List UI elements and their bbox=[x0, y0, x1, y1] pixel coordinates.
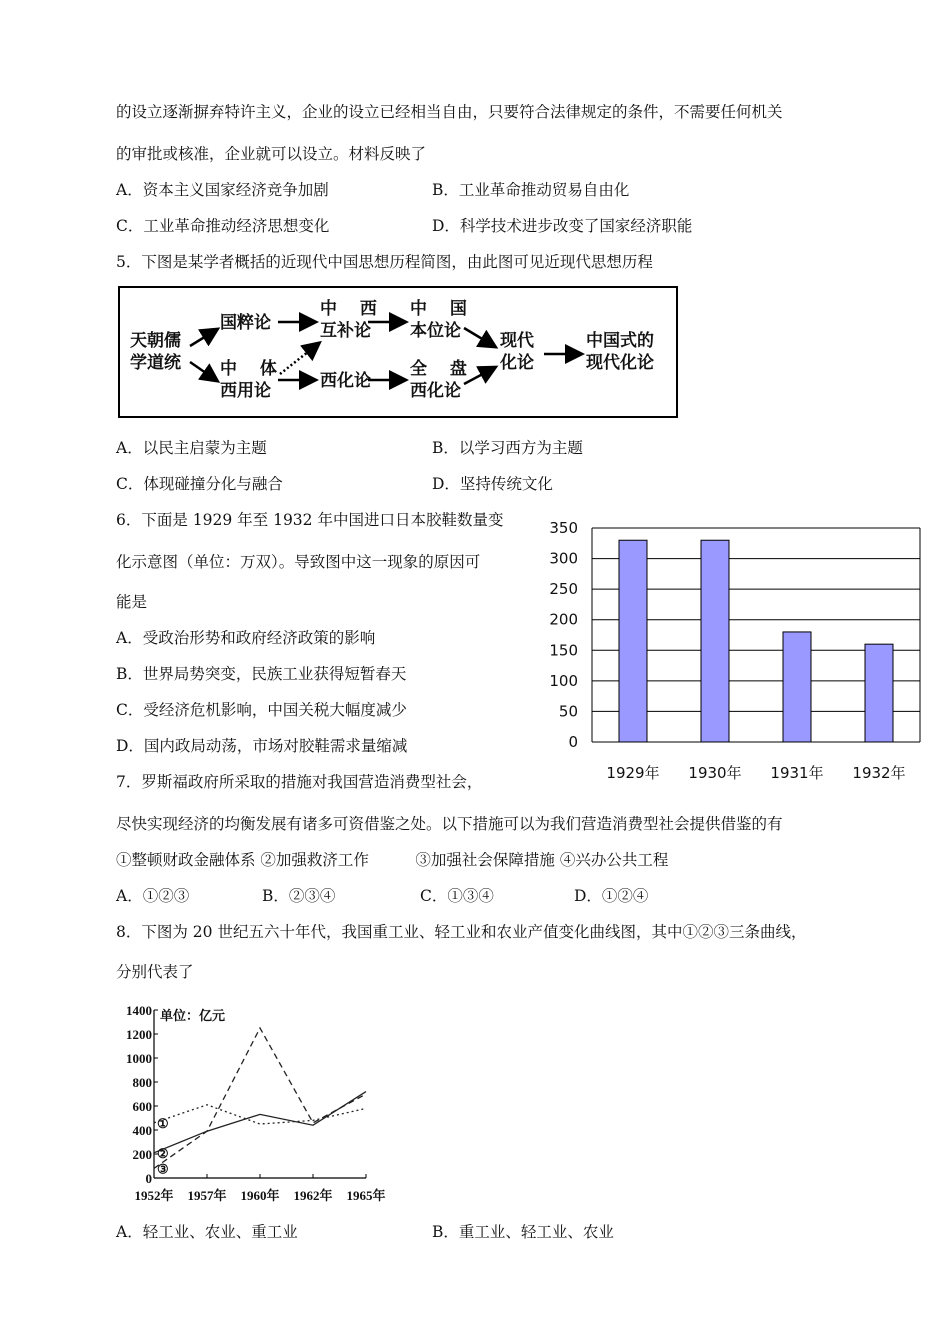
x-tick-label: 1930年 bbox=[688, 764, 742, 782]
y-tick-label: 1000 bbox=[126, 1051, 152, 1066]
q6-stem-1: 6．下面是 1929 年至 1932 年中国进口日本胶鞋数量变 bbox=[116, 511, 504, 529]
node-zhongti-2: 西用论 bbox=[220, 381, 271, 401]
q8-option-a: A．轻工业、农业、重工业 bbox=[116, 1223, 298, 1241]
node-zhongguoshi-2: 现代化论 bbox=[586, 353, 654, 373]
y-tick-label: 200 bbox=[549, 610, 578, 629]
x-tick-label: 1932年 bbox=[852, 764, 906, 782]
q6-option-d: D．国内政局动荡，市场对胶鞋需求量缩减 bbox=[116, 737, 408, 755]
q5-option-b: B．以学习西方为主题 bbox=[432, 439, 583, 457]
q7-option-c: C．①③④ bbox=[420, 887, 494, 905]
q7-items: ①整顿财政金融体系 ②加强救济工作 ③加强社会保障措施 ④兴办公共工程 bbox=[116, 851, 669, 869]
q6-option-b: B．世界局势突变，民族工业获得短暂春天 bbox=[116, 665, 407, 683]
x-tick-label: 1965年 bbox=[346, 1188, 386, 1203]
node-guocui: 国粹论 bbox=[220, 313, 271, 333]
node-xihua: 西化论 bbox=[320, 371, 371, 391]
y-tick-label: 1400 bbox=[126, 1003, 152, 1018]
rubber-shoe-import-bar-chart bbox=[540, 516, 930, 792]
q6-stem-3: 能是 bbox=[116, 593, 148, 611]
q6-option-c: C．受经济危机影响，中国关税大幅度减少 bbox=[116, 701, 407, 719]
bar bbox=[783, 632, 811, 742]
x-tick-label: 1957年 bbox=[187, 1188, 227, 1203]
y-tick-label: 100 bbox=[549, 671, 578, 690]
arrow-benwei-xiandai bbox=[464, 328, 494, 346]
series-line-solid bbox=[154, 1092, 366, 1153]
q7-option-b: B．②③④ bbox=[262, 887, 336, 905]
q7-stem-2: 尽快实现经济的均衡发展有诸多可资借鉴之处。以下措施可以为我们营造消费型社会提供借鉴的有 bbox=[116, 815, 783, 833]
bar bbox=[619, 540, 647, 742]
node-zhongti-1: 中 体 bbox=[220, 359, 277, 379]
q8-option-b: B．重工业、轻工业、农业 bbox=[432, 1223, 614, 1241]
q4-option-d: D．科学技术进步改变了国家经济职能 bbox=[432, 217, 693, 235]
x-tick-label: 1929年 bbox=[606, 764, 660, 782]
node-quanpan-1: 全 盘 bbox=[410, 359, 467, 379]
q6-stem-2: 化示意图（单位：万双）。导致图中这一现象的原因可 bbox=[116, 553, 481, 571]
node-benwei-1: 中 国 bbox=[410, 299, 467, 319]
unit-label: 单位：亿元 bbox=[160, 1008, 226, 1023]
y-tick-label: 250 bbox=[549, 580, 578, 599]
node-zhongxi-1: 中 西 bbox=[320, 299, 377, 319]
y-tick-label: 600 bbox=[132, 1099, 152, 1114]
y-tick-label: 0 bbox=[145, 1171, 152, 1186]
y-tick-label: 350 bbox=[549, 519, 578, 537]
y-tick-label: 200 bbox=[132, 1147, 152, 1162]
q4-option-c: C．工业革命推动经济思想变化 bbox=[116, 217, 330, 235]
series-line-dashed bbox=[154, 1028, 366, 1168]
node-xiandai-1: 现代 bbox=[500, 331, 534, 351]
arrow-quanpan-xiandai bbox=[464, 368, 494, 384]
arrow-zhongti-zhongxi-dotted bbox=[280, 344, 318, 374]
text-line-1: 的设立逐渐摒弃特许主义，企业的设立已经相当自由，只要符合法律规定的条件，不需要任何机关 bbox=[116, 103, 783, 121]
q5-option-c: C．体现碰撞分化与融合 bbox=[116, 475, 283, 493]
node-tianchao-2: 学道统 bbox=[130, 353, 181, 373]
node-tianchao-1: 天朝儒 bbox=[130, 331, 181, 351]
y-tick-label: 800 bbox=[132, 1075, 152, 1090]
q7-option-a: A．①②③ bbox=[116, 887, 190, 905]
q6-option-a: A．受政治形势和政府经济政策的影响 bbox=[116, 629, 376, 647]
series-label: ① bbox=[157, 1115, 169, 1131]
y-tick-label: 50 bbox=[558, 702, 578, 721]
q7-option-d: D．①②④ bbox=[574, 887, 649, 905]
q8-stem-1: 8．下图为 20 世纪五六十年代，我国重工业、轻工业和农业产值变化曲线图，其中①②③三条曲线， bbox=[116, 923, 807, 941]
y-tick-label: 1200 bbox=[126, 1027, 152, 1042]
node-zhongguoshi-1: 中国式的 bbox=[586, 331, 654, 351]
series-label: ② bbox=[157, 1145, 169, 1161]
q5-option-a: A．以民主启蒙为主题 bbox=[116, 439, 267, 457]
thought-history-flowchart bbox=[118, 286, 678, 418]
bar bbox=[865, 644, 893, 742]
node-quanpan-2: 西化论 bbox=[410, 381, 461, 401]
bar bbox=[701, 540, 729, 742]
q4-option-a: A．资本主义国家经济竞争加剧 bbox=[116, 181, 329, 199]
y-tick-label: 400 bbox=[132, 1123, 152, 1138]
text-line-2: 的审批或核准，企业就可以设立。材料反映了 bbox=[116, 145, 427, 163]
node-zhongxi-2: 互补论 bbox=[320, 321, 371, 341]
series-label: ③ bbox=[157, 1161, 169, 1177]
node-benwei-2: 本位论 bbox=[410, 321, 461, 341]
y-tick-label: 150 bbox=[549, 641, 578, 660]
q4-option-b: B．工业革命推动贸易自由化 bbox=[432, 181, 630, 199]
q5-option-d: D．坚持传统文化 bbox=[432, 475, 553, 493]
y-tick-label: 300 bbox=[549, 549, 578, 568]
node-xiandai-2: 化论 bbox=[500, 353, 534, 373]
q7-stem-1: 7．罗斯福政府所采取的措施对我国营造消费型社会， bbox=[116, 773, 483, 791]
y-tick-label: 0 bbox=[568, 733, 578, 751]
arrow-to-zhongti bbox=[190, 362, 216, 380]
x-tick-label: 1962年 bbox=[293, 1188, 333, 1203]
q5-stem: 5．下图是某学者概括的近现代中国思想历程简图，由此图可见近现代思想历程 bbox=[116, 253, 653, 271]
arrow-to-guocui bbox=[190, 330, 216, 346]
q8-stem-2: 分别代表了 bbox=[116, 963, 194, 981]
x-tick-label: 1952年 bbox=[134, 1188, 174, 1203]
x-tick-label: 1931年 bbox=[770, 764, 824, 782]
industry-output-line-chart bbox=[110, 996, 430, 1208]
x-tick-label: 1960年 bbox=[240, 1188, 280, 1203]
